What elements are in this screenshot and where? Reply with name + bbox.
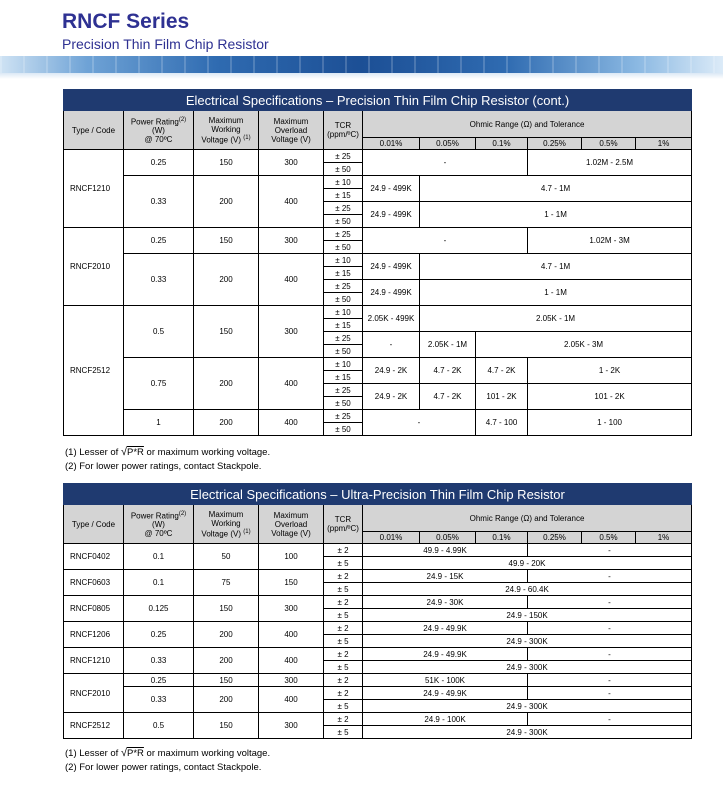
series-subtitle: Precision Thin Film Chip Resistor xyxy=(62,36,269,52)
tcr-value: ± 50 xyxy=(324,423,363,436)
tcr-value: ± 2 xyxy=(324,622,363,635)
power-rating: 0.25 xyxy=(124,150,194,176)
tolerance-header: 0.01% xyxy=(363,138,420,150)
ohmic-range: 49.9 - 20K xyxy=(363,557,692,570)
table-title: Electrical Specifications – Ultra-Precision Thin Film Chip Resistor xyxy=(64,484,692,505)
tcr-value: ± 2 xyxy=(324,687,363,700)
header-power-rating: Power Rating$^{(2)}$ (W) @ 70ºC xyxy=(124,505,194,544)
working-voltage: 200 xyxy=(194,358,259,410)
footnote-1: (1) Lesser of √P*R or maximum working voltage. xyxy=(65,747,271,759)
sqrt-symbol: √ xyxy=(120,446,128,458)
working-voltage: 200 xyxy=(194,648,259,674)
ohmic-range: - xyxy=(363,228,528,254)
tcr-value: ± 10 xyxy=(324,358,363,371)
footnote-2: (2) For lower power ratings, contact Stackpole. xyxy=(65,461,262,472)
header-type-code: Type / Code xyxy=(64,505,124,544)
overload-voltage: 300 xyxy=(259,674,324,687)
tcr-value: ± 10 xyxy=(324,176,363,189)
header-type-code: Type / Code xyxy=(64,111,124,150)
ohmic-range: 24.9 - 60.4K xyxy=(363,583,692,596)
type-code: RNCF1210 xyxy=(64,150,124,228)
ohmic-range: - xyxy=(528,570,692,583)
overload-voltage: 300 xyxy=(259,713,324,739)
power-rating: 0.1 xyxy=(124,570,194,596)
ohmic-range: - xyxy=(528,648,692,661)
ohmic-range: 24.9 - 100K xyxy=(363,713,528,726)
ohmic-range: 4.7 - 1M xyxy=(420,176,692,202)
header-overload-voltage: Maximum Overload Voltage (V) xyxy=(259,111,324,150)
ohmic-range: 1.02M - 3M xyxy=(528,228,692,254)
tolerance-header: 0.25% xyxy=(528,138,582,150)
ohmic-range: 4.7 - 2K xyxy=(420,384,476,410)
ohmic-range: 2.05K - 499K xyxy=(363,306,420,332)
ohmic-range: 2.05K - 3M xyxy=(476,332,692,358)
ohmic-range: 1.02M - 2.5M xyxy=(528,150,692,176)
footnotes xyxy=(65,746,270,775)
tolerance-header: 0.5% xyxy=(582,138,636,150)
footnotes xyxy=(65,445,270,474)
sqrt-symbol: √ xyxy=(120,747,128,759)
ohmic-range: 49.9 - 4.99K xyxy=(363,544,528,557)
tcr-value: ± 5 xyxy=(324,557,363,570)
ohmic-range: 24.9 - 499K xyxy=(363,280,420,306)
ohmic-range: - xyxy=(528,544,692,557)
overload-voltage: 300 xyxy=(259,228,324,254)
power-rating: 0.75 xyxy=(124,358,194,410)
working-voltage: 200 xyxy=(194,410,259,436)
working-voltage: 150 xyxy=(194,306,259,358)
tcr-value: ± 15 xyxy=(324,267,363,280)
overload-voltage: 100 xyxy=(259,544,324,570)
tcr-value: ± 5 xyxy=(324,583,363,596)
tcr-value: ± 50 xyxy=(324,215,363,228)
header-banner-texture xyxy=(0,56,723,73)
tcr-value: ± 50 xyxy=(324,293,363,306)
power-rating: 0.5 xyxy=(124,713,194,739)
ohmic-range: 1 - 100 xyxy=(528,410,692,436)
working-voltage: 150 xyxy=(194,596,259,622)
ohmic-range: 4.7 - 2K xyxy=(420,358,476,384)
type-code: RNCF2512 xyxy=(64,306,124,436)
tcr-value: ± 15 xyxy=(324,371,363,384)
ohmic-range: 101 - 2K xyxy=(476,384,528,410)
ohmic-range: 24.9 - 499K xyxy=(363,176,420,202)
ohmic-range: 24.9 - 300K xyxy=(363,661,692,674)
header-overload-voltage: Maximum Overload Voltage (V) xyxy=(259,505,324,544)
overload-voltage: 400 xyxy=(259,687,324,713)
tcr-value: ± 25 xyxy=(324,202,363,215)
ohmic-range: 101 - 2K xyxy=(528,384,692,410)
tcr-value: ± 15 xyxy=(324,319,363,332)
ohmic-range: - xyxy=(363,332,420,358)
overload-voltage: 300 xyxy=(259,596,324,622)
working-voltage: 200 xyxy=(194,176,259,228)
tolerance-header: 0.25% xyxy=(528,532,582,544)
header-tcr: TCR (ppm/ºC) xyxy=(324,505,363,544)
working-voltage: 200 xyxy=(194,687,259,713)
tcr-value: ± 25 xyxy=(324,332,363,345)
power-rating: 0.25 xyxy=(124,228,194,254)
overload-voltage: 400 xyxy=(259,176,324,228)
ohmic-range: 2.05K - 1M xyxy=(420,306,692,332)
overload-voltage: 300 xyxy=(259,306,324,358)
power-rating: 0.25 xyxy=(124,622,194,648)
ohmic-range: - xyxy=(528,713,692,726)
ohmic-range: 24.9 - 49.9K xyxy=(363,622,528,635)
ohmic-range: 1 - 2K xyxy=(528,358,692,384)
tcr-value: ± 25 xyxy=(324,150,363,163)
ohmic-range: 24.9 - 150K xyxy=(363,609,692,622)
tolerance-header: 1% xyxy=(636,138,692,150)
tolerance-header: 0.1% xyxy=(476,138,528,150)
header-power-rating: Power Rating$^{(2)}$ (W) @ 70ºC xyxy=(124,111,194,150)
tcr-value: ± 25 xyxy=(324,228,363,241)
tcr-value: ± 15 xyxy=(324,189,363,202)
ohmic-range: - xyxy=(363,410,476,436)
ohmic-range: 24.9 - 300K xyxy=(363,635,692,648)
power-rating: 0.33 xyxy=(124,687,194,713)
ohmic-range: 24.9 - 30K xyxy=(363,596,528,609)
overload-voltage: 400 xyxy=(259,358,324,410)
power-rating: 0.33 xyxy=(124,648,194,674)
header-banner-fade xyxy=(0,73,723,79)
power-rating: 0.1 xyxy=(124,544,194,570)
overload-voltage: 400 xyxy=(259,410,324,436)
working-voltage: 150 xyxy=(194,150,259,176)
overload-voltage: 400 xyxy=(259,254,324,306)
tcr-value: ± 2 xyxy=(324,674,363,687)
ohmic-range: 24.9 - 2K xyxy=(363,358,420,384)
overload-voltage: 400 xyxy=(259,648,324,674)
ohmic-range: 4.7 - 1M xyxy=(420,254,692,280)
precision-spec-table xyxy=(63,89,692,436)
type-code: RNCF1210 xyxy=(64,648,124,674)
ohmic-range: 1 - 1M xyxy=(420,280,692,306)
ohmic-range: 2.05K - 1M xyxy=(420,332,476,358)
header-tcr: TCR (ppm/ºC) xyxy=(324,111,363,150)
power-rating: 0.5 xyxy=(124,306,194,358)
tcr-value: ± 50 xyxy=(324,397,363,410)
power-rating: 0.33 xyxy=(124,176,194,228)
power-rating: 0.125 xyxy=(124,596,194,622)
footnote-1: (1) Lesser of √P*R or maximum working voltage. xyxy=(65,446,271,458)
table-title: Electrical Specifications – Precision Thin Film Chip Resistor (cont.) xyxy=(64,90,692,111)
ohmic-range: - xyxy=(528,674,692,687)
ohmic-range: 24.9 - 499K xyxy=(363,202,420,228)
tcr-value: ± 2 xyxy=(324,544,363,557)
type-code: RNCF2010 xyxy=(64,228,124,306)
ohmic-range: 24.9 - 300K xyxy=(363,700,692,713)
tcr-value: ± 5 xyxy=(324,700,363,713)
tcr-value: ± 2 xyxy=(324,713,363,726)
tolerance-header: 0.5% xyxy=(582,532,636,544)
tcr-value: ± 25 xyxy=(324,410,363,423)
tolerance-header: 0.1% xyxy=(476,532,528,544)
working-voltage: 75 xyxy=(194,570,259,596)
working-voltage: 150 xyxy=(194,228,259,254)
header-working-voltage: Maximum Working Voltage (V) $^{(1)}$ xyxy=(194,111,259,150)
ohmic-range: 24.9 - 49.9K xyxy=(363,648,528,661)
tcr-value: ± 2 xyxy=(324,570,363,583)
type-code: RNCF2512 xyxy=(64,713,124,739)
header-ohmic-range: Ohmic Range (Ω) and Tolerance xyxy=(363,505,692,532)
tcr-value: ± 2 xyxy=(324,596,363,609)
tcr-value: ± 50 xyxy=(324,345,363,358)
tolerance-header: 0.01% xyxy=(363,532,420,544)
tcr-value: ± 10 xyxy=(324,306,363,319)
tcr-value: ± 10 xyxy=(324,254,363,267)
ohmic-range: 24.9 - 300K xyxy=(363,726,692,739)
type-code: RNCF0603 xyxy=(64,570,124,596)
tcr-value: ± 50 xyxy=(324,163,363,176)
ohmic-range: 51K - 100K xyxy=(363,674,528,687)
ohmic-range: 4.7 - 2K xyxy=(476,358,528,384)
ohmic-range: 24.9 - 2K xyxy=(363,384,420,410)
tcr-value: ± 5 xyxy=(324,661,363,674)
power-rating: 0.33 xyxy=(124,254,194,306)
tcr-value: ± 5 xyxy=(324,726,363,739)
working-voltage: 50 xyxy=(194,544,259,570)
ultra-precision-spec-table xyxy=(63,483,692,739)
tolerance-header: 1% xyxy=(636,532,692,544)
type-code: RNCF1206 xyxy=(64,622,124,648)
ohmic-range: - xyxy=(528,596,692,609)
type-code: RNCF2010 xyxy=(64,674,124,713)
ohmic-range: 4.7 - 100 xyxy=(476,410,528,436)
tcr-value: ± 5 xyxy=(324,635,363,648)
working-voltage: 150 xyxy=(194,674,259,687)
overload-voltage: 150 xyxy=(259,570,324,596)
ohmic-range: 24.9 - 15K xyxy=(363,570,528,583)
power-rating: 0.25 xyxy=(124,674,194,687)
ohmic-range: 1 - 1M xyxy=(420,202,692,228)
ohmic-range: 24.9 - 49.9K xyxy=(363,687,528,700)
header-ohmic-range: Ohmic Range (Ω) and Tolerance xyxy=(363,111,692,138)
power-rating: 1 xyxy=(124,410,194,436)
header-working-voltage: Maximum Working Voltage (V) $^{(1)}$ xyxy=(194,505,259,544)
tcr-value: ± 25 xyxy=(324,280,363,293)
ohmic-range: - xyxy=(363,150,528,176)
ohmic-range: - xyxy=(528,687,692,700)
series-title: RNCF Series xyxy=(62,10,190,33)
footnote-2: (2) For lower power ratings, contact Stackpole. xyxy=(65,762,262,773)
working-voltage: 200 xyxy=(194,622,259,648)
tolerance-header: 0.05% xyxy=(420,532,476,544)
tcr-value: ± 2 xyxy=(324,648,363,661)
type-code: RNCF0805 xyxy=(64,596,124,622)
working-voltage: 200 xyxy=(194,254,259,306)
overload-voltage: 400 xyxy=(259,622,324,648)
ohmic-range: - xyxy=(528,622,692,635)
overload-voltage: 300 xyxy=(259,150,324,176)
tcr-value: ± 5 xyxy=(324,609,363,622)
working-voltage: 150 xyxy=(194,713,259,739)
type-code: RNCF0402 xyxy=(64,544,124,570)
tcr-value: ± 50 xyxy=(324,241,363,254)
ohmic-range: 24.9 - 499K xyxy=(363,254,420,280)
tolerance-header: 0.05% xyxy=(420,138,476,150)
tcr-value: ± 25 xyxy=(324,384,363,397)
